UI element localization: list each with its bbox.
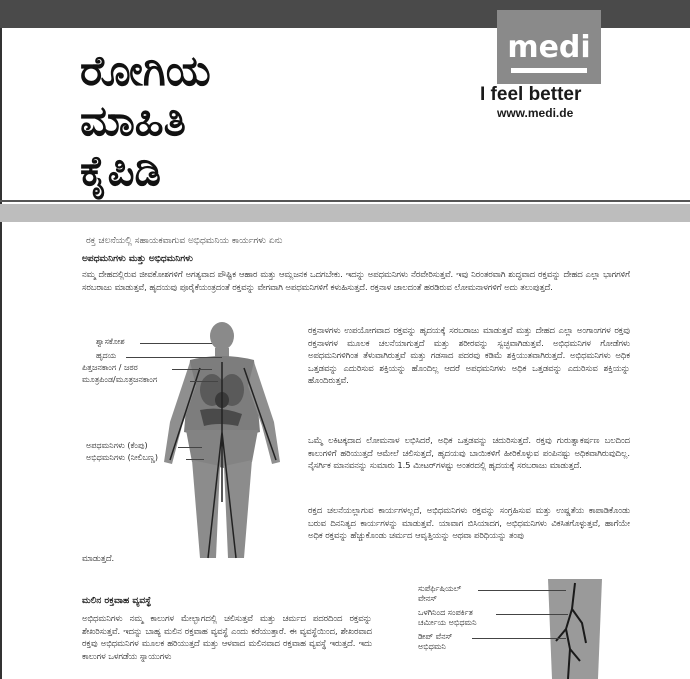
leader-arteries xyxy=(178,447,202,448)
title-line-3: ಕೈಪಿಡಿ xyxy=(80,146,162,195)
leader-deep xyxy=(472,638,566,639)
leader-perforator xyxy=(496,614,568,615)
leg-label-deep-2: ಅಭಿಧಮನಿ xyxy=(418,642,446,651)
leader-lungs xyxy=(140,343,212,344)
leader-kidney xyxy=(190,381,218,382)
title-line-2: ಮಾಹಿತಿ xyxy=(80,96,186,145)
label-lungs: ಶ್ವಾಸಕೋಶ xyxy=(96,337,125,346)
leg-vein-figure xyxy=(540,579,610,679)
divider-line xyxy=(0,200,690,202)
page-edge xyxy=(0,28,2,679)
medi-logo xyxy=(497,10,601,84)
section-heading-venous-system: ಮಲಿನ ರಕ್ತವಾಹ ವ್ಯವಸ್ಥೆ xyxy=(82,596,152,606)
leader-veins xyxy=(186,459,204,460)
paragraph-capillaries: ಒಮ್ಮೆ ಲಕಿಟಕ್ಕದಾದ ಲೋಮನಾಳ ಲಭಿಸಿದರೆ, ಅಧಿಕ ಒತ್ತಡವನ್ನು ಚದುರಿಸುತ್ತದೆ. ರಕ್ತವು ಗುರುತ್ವಾಕರ್ಷಣ ಬಲದಿಂದ ಕಾಲುಗಳಿಗೆ ಹರಿಯುತ್ತದೆ ಆಮೇಲೆ ಚಲಿಸುತ್ತದೆ, ಹೃದಯವು ಬಾಯಿಕಳಿಗೆ ಹೀರಿಕೊಳ್ಳುವ ಪಂಪಿನಷ್ಟು ಅಧಿಕವಾಗಿರುವುದಿಲ್ಲ. ನೈಸರ್ಗಿಕ ಮಾನವನನ್ನು ಸುಮಾರು 1.5 ಮೀಟರ್‌ಗಳಷ್ಟು ಅಂತರದಲ್ಲಿ ಹೃದಯಕ್ಕೆ ಸರಬರಾಜು ಮಾಡುತ್ತದೆ. xyxy=(308,435,630,470)
logo-underline xyxy=(511,68,587,73)
leg-label-superficial-2: ವೇನಸ್ xyxy=(418,594,438,603)
divider-band xyxy=(0,204,690,222)
tagline: I feel better xyxy=(480,84,582,105)
leg-label-perforator-2: ಚರ್ಮೀಯ ಅಭಿಧಮನಿ xyxy=(418,618,477,627)
label-heart: ಹೃದಯ xyxy=(96,351,117,360)
label-arteries: ಅಪಧಮನಿಗಳು (ಕೆಂಪು) xyxy=(86,441,148,450)
brand-url: www.medi.de xyxy=(497,106,574,120)
label-kidney: ಮೂತ್ರಪಿಂಡ/ಮೂತ್ರಜನಕಾಂಗ xyxy=(82,375,158,384)
human-body-figure xyxy=(160,322,290,562)
logo-text: medi xyxy=(507,30,591,65)
paragraph-veins-function: ರಕ್ತನಾಳಗಳು ಉಪಯೋಗವಾದ ರಕ್ತವನ್ನು ಹೃದಯಕ್ಕೆ ಸರಬರಾಜು ಮಾಡುತ್ತವೆ ಮತ್ತು ದೇಹದ ಎಲ್ಲಾ ಅಂಗಾಂಗಗಳ ರಕ್ತವು ರಕ್ತನಾಳಗಳ ಮೂಲಕ ಚಲನೆಯಾಗುತ್ತದೆ ಮತ್ತು ಶರೀರವನ್ನು ಸ್ವಚ್ಛವಾಗಿಡುತ್ತವೆ. ಅಭಿಧಮನಿಗಳ ಗೋಡೆಗಳು ಅಪಧಮನಿಗಳಿಗಿಂತ ತೆಳುವಾಗಿರುತ್ತವೆ ಮತ್ತು ಗಡಸಾದ ಪದರವು ಕಡಿಮೆ ಶಕ್ತಿಯುತವಾಗಿರುತ್ತದೆ. ಅಭಿಧಮನಿಗಳು ಅಧಿಕ ಒತ್ತಡವನ್ನು ಎದುರಿಸುವ ಶಕ್ತಿಯನ್ನು ಹೊಂದಿಲ್ಲ ಆದರೆ ಅಪಧಮನಿಗಳು ಅಧಿಕ ಒತ್ತಡವನ್ನು ಎದುರಿಸುವ ಶಕ್ತಿಯನ್ನು ಹೊಂದಿರುತ್ತವೆ. xyxy=(308,325,630,385)
leg-label-superficial: ಸುಪೆರ್ಫಿಷಿಯಲ್ xyxy=(418,584,462,593)
label-liver: ಪಿತ್ತಜನಕಾಂಗ / ಜಠರ xyxy=(82,363,138,372)
leg-label-deep: ಡೀಪ್ ವೆನಸ್ xyxy=(418,632,453,641)
title-line-1: ರೋಗಿಯ xyxy=(80,46,211,95)
leader-superficial xyxy=(478,590,566,591)
label-veins: ಅಭಿಧಮನಿಗಳು (ನೀಲಿಬಣ್ಣ) xyxy=(86,453,158,462)
paragraph-tail: ಮಾಡುತ್ತದೆ. xyxy=(82,553,115,563)
paragraph-temperature: ರಕ್ತದ ಚಲನೆಯಲ್ಲಾಗುವ ಕಾರ್ಯಗಳಲ್ಲದೆ, ಅಭಿಧಮನಿಗಳು ರಕ್ತವನ್ನು ಸಂಗ್ರಹಿಸುವ ಮತ್ತು ಉಷ್ಣತೆಯ ಕಾಪಾಡಿಕೊಂಡು ಬರುವ ದಿನನಿತ್ಯದ ಕಾರ್ಯಗಳನ್ನು ಮಾಡುತ್ತವೆ. ಯಾವಾಗ ಬಿಸಿಯಾದಗ, ಅಭಿಧಮನಿಗಳು ವಿಕಸಿತಗೊಳ್ಳುತ್ತವೆ, ಹಾಗೆಯೇ ಅಧಿಕ ರಕ್ತವನ್ನು ಹೆಚ್ಚುಕೊಂಡು ಚರ್ಮದ ಆವೃತ್ತಿಯನ್ನು ಅಥವಾ ಪರಿಧಿಯನ್ನು ತಂಪು xyxy=(308,505,630,540)
paragraph-venous-system: ಅಭಿಧಮನಿಗಳು ನಮ್ಮ ಕಾಲುಗಳ ಮೇಲ್ಭಾಗದಲ್ಲಿ ಚಲಿಸುತ್ತವೆ ಮತ್ತು ಚರ್ಮದ ಪದರದಿಂದ ರಕ್ತವನ್ನು ಶೇಖರಿಸುತ್ತವೆ. ಇದನ್ನು ಬಾಹ್ಯ ಮಲಿನ ರಕ್ತವಾಹ ವ್ಯವಸ್ಥೆ ಎಂದು ಕರೆಯುತ್ತಾರೆ. ಈ ವ್ಯವಸ್ಥೆಯಿಂದ, ಶೇಖರವಾದ ರಕ್ತವು ಅಭಿಧಮನಿಗಳ ಮೂಲಕ ಹರಿಯುತ್ತದೆ ಮತ್ತು ಆಳವಾದ ಮಲಿನವಾದ ರಕ್ತವಾಹ ವ್ಯವಸ್ಥೆ ಇರುತ್ತದೆ. ಇದು ಕಾಲುಗಳ ಒಳಗಡೆಯ ಸ್ನಾಯುಗಳು xyxy=(82,613,372,661)
leader-liver xyxy=(172,369,212,370)
section-heading-arteries-veins: ಅಪಧಮನಿಗಳು ಮತ್ತು ಅಭಿಧಮನಿಗಳು xyxy=(82,254,193,264)
intro-paragraph: ನಮ್ಮ ದೇಹದಲ್ಲಿರುವ ಜೀವಕೋಶಗಳಿಗೆ ಅಗತ್ಯವಾದ ಪೌಷ್ಟಿಕ ಆಹಾರ ಮತ್ತು ಆಮ್ಲಜನಕ ಒದಗಬೇಕು. ಇದನ್ನು ಅಪಧಮನಿಗಳು ನೆರವೇರಿಸುತ್ತವೆ. ಇವು ನಿರಂತರವಾಗಿ ಶುದ್ಧವಾದ ರಕ್ತವನ್ನು ದೇಹದ ಎಲ್ಲಾ ಭಾಗಗಳಿಗೆ ಸರಬರಾಜು ಮಾಡುತ್ತವೆ, ಹೃದಯವು ಪೂರೈಕೆಯಂತ್ರದಂತೆ ರಕ್ತವನ್ನು ವೇಗವಾಗಿ ಅಪಧಮನಿಗಳಿಗೆ ಕಳುಹಿಸುತ್ತದೆ. ರಕ್ತನಾಳ ಜಾಲದಂತೆ ಹರಡಿರುವ ಲೋಮನಾಳಗಳಿಗೆ ಅದು ತಲುಪುತ್ತದೆ. xyxy=(82,269,630,292)
leader-heart xyxy=(126,357,222,358)
leg-label-perforator: ಒಳಗಿನಿಂದ ಸಂಪರ್ಕಿತ xyxy=(418,608,473,617)
article-subtitle: ರಕ್ತ ಚಲನೆಯಲ್ಲಿ ಸಹಾಯಕವಾಗುವ ಅಭಿಧಮನಿಯ ಕಾರ್ಯಗಳು ಏನು xyxy=(86,236,283,246)
